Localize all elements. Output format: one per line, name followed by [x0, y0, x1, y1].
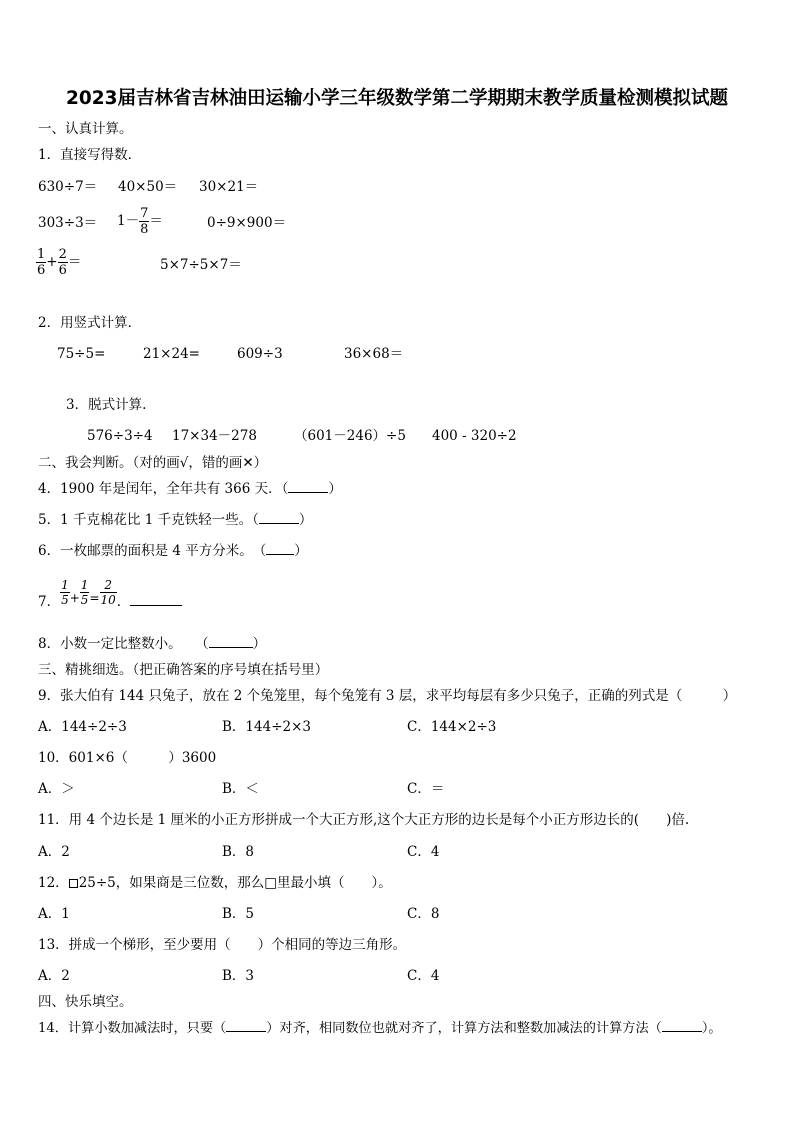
question-7-number: 7．	[38, 594, 61, 610]
fraction-denominator: 10	[100, 593, 116, 607]
question-14-part-3: ）。	[701, 1021, 722, 1036]
q1-item-6: 0÷9×900＝	[207, 215, 287, 231]
q1-item-1: 630÷7＝	[38, 179, 98, 195]
q1-item-7	[36, 244, 81, 280]
q11-option-c[interactable]: C．4	[407, 844, 440, 860]
section-4-heading: 四、快乐填空。	[38, 994, 133, 1010]
question-8-close: ）	[252, 636, 267, 652]
answer-blank[interactable]	[226, 1019, 266, 1032]
question-7-dot: ．	[116, 594, 131, 610]
q7-fraction-3	[100, 578, 117, 607]
q3-item-1: 576÷3÷4	[87, 428, 153, 444]
blank-box-icon	[69, 879, 78, 888]
q1-item-8: 5×7÷5×7＝	[160, 257, 242, 273]
q1-item-7-fraction-1	[36, 247, 46, 278]
question-5	[38, 511, 312, 529]
q12-option-c[interactable]: C．8	[407, 906, 440, 922]
q2-item-3: 609÷3	[237, 346, 283, 362]
q1-item-3: 30×21＝	[199, 179, 259, 195]
q1-item-5-prefix: 1－	[117, 213, 140, 229]
question-5-close: ）	[298, 512, 313, 528]
question-6-close: ）	[294, 543, 308, 559]
section-3-heading: 三、精挑细选。（把正确答案的序号填在括号里）	[38, 662, 329, 678]
question-14	[38, 1019, 722, 1038]
fraction-denominator: 5	[80, 593, 89, 607]
question-1-label: 1．直接写得数．	[38, 147, 142, 163]
q10-option-c[interactable]: C．＝	[407, 781, 445, 797]
question-4-text: 4．1900 年是闰年，全年共有 366 天．（	[38, 481, 289, 497]
q1-item-7-fraction-2	[58, 247, 68, 278]
q10-option-a[interactable]: A．＞	[38, 781, 75, 797]
q3-item-2: 17×34－278	[172, 428, 257, 444]
question-12	[38, 874, 392, 892]
question-6-text: 6．一枚邮票的面积是 4 平方分米。 （	[38, 543, 267, 559]
q9-option-b[interactable]: B．144÷2×3	[222, 719, 311, 735]
q3-item-3: （601－246）÷5	[294, 428, 406, 444]
question-12-text: 25÷5，如果商是三位数，那么□里最小填（ ）。	[78, 875, 392, 891]
question-13: 13．拼成一个梯形，至少要用（ ）个相同的等边三角形。	[38, 937, 407, 953]
plus-sign: +	[69, 591, 80, 605]
fraction-denominator: 8	[140, 222, 149, 237]
q1-item-5-equals: ＝	[149, 213, 163, 229]
question-8-text: 8．小数一定比整数小。 （	[38, 636, 209, 652]
q1-item-5	[117, 203, 163, 239]
q10-option-b[interactable]: B．＜	[222, 781, 259, 797]
fraction-numerator: 2	[104, 578, 112, 592]
q13-option-a[interactable]: A．2	[38, 968, 70, 984]
fraction-numerator: 1	[80, 578, 89, 592]
answer-blank[interactable]	[209, 635, 253, 648]
fraction-denominator: 6	[58, 263, 67, 278]
question-8	[38, 635, 266, 653]
question-3-label: 3．脱式计算.	[66, 397, 147, 413]
answer-blank[interactable]	[130, 593, 182, 606]
q11-option-a[interactable]: A．2	[38, 844, 70, 860]
question-2-label: 2．用竖式计算．	[38, 315, 142, 331]
section-2-heading: 二、我会判断。（对的画√，错的画✕）	[38, 455, 268, 471]
q2-item-4: 36×68＝	[344, 346, 404, 362]
question-6	[38, 542, 308, 560]
question-4	[38, 480, 342, 498]
answer-blank[interactable]	[662, 1019, 702, 1032]
fraction-numerator: 1	[61, 578, 69, 592]
question-12-number: 12．	[38, 875, 69, 891]
page-title: 2023届吉林省吉林油田运输小学三年级数学第二学期期末教学质量检测模拟试题	[66, 88, 728, 109]
q12-option-b[interactable]: B．5	[222, 906, 255, 922]
q13-option-b[interactable]: B．3	[222, 968, 255, 984]
question-4-close: ）	[328, 481, 342, 497]
q13-option-c[interactable]: C．4	[407, 968, 440, 984]
q9-option-c[interactable]: C．144×2÷3	[407, 719, 497, 735]
equals-sign: =	[89, 591, 100, 605]
fraction-numerator: 2	[58, 247, 67, 262]
section-1-heading: 一、认真计算。	[38, 121, 133, 137]
question-9: 9．张大伯有 144 只兔子，放在 2 个兔笼里，每个兔笼有 3 层，求平均每层有多少只兔子，正确的列式是（ ）	[38, 688, 737, 704]
fraction-denominator: 5	[61, 593, 69, 607]
q3-item-4: 400 - 320÷2	[432, 428, 517, 444]
q1-item-5-fraction	[139, 206, 149, 237]
q1-item-4: 303÷3＝	[38, 215, 98, 231]
q9-option-a[interactable]: A．144÷2÷3	[38, 719, 127, 735]
question-14-part-2: ）对齐，相同数位也就对齐了，计算方法和整数加减法的计算方法（	[266, 1021, 662, 1036]
question-14-part-1: 14．计算小数加减法时，只要（	[38, 1021, 227, 1036]
answer-blank[interactable]	[288, 480, 328, 493]
equals-sign: ＝	[67, 254, 82, 270]
q2-item-2: 21×24=	[143, 346, 200, 362]
answer-blank[interactable]	[259, 511, 299, 524]
fraction-numerator: 1	[37, 247, 46, 262]
answer-blank[interactable]	[266, 542, 294, 555]
q12-option-a[interactable]: A．1	[38, 906, 70, 922]
plus-sign: +	[46, 254, 58, 270]
question-5-text: 5．1 千克棉花比 1 千克铁轻一些。（	[38, 512, 259, 528]
question-7	[38, 572, 182, 622]
q2-item-1: 75÷5=	[57, 346, 106, 362]
q1-item-2: 40×50＝	[118, 179, 178, 195]
fraction-numerator: 7	[140, 206, 149, 221]
question-10: 10．601×6（ ）3600	[38, 750, 217, 766]
q7-fraction-2	[80, 578, 90, 607]
q7-fraction-1	[60, 578, 70, 607]
fraction-denominator: 6	[37, 263, 46, 278]
question-11: 11．用 4 个边长是 1 厘米的小正方形拼成一个大正方形,这个大正方形的边长是每个小正方形边长的( )倍.	[38, 812, 690, 828]
q11-option-b[interactable]: B．8	[222, 844, 255, 860]
